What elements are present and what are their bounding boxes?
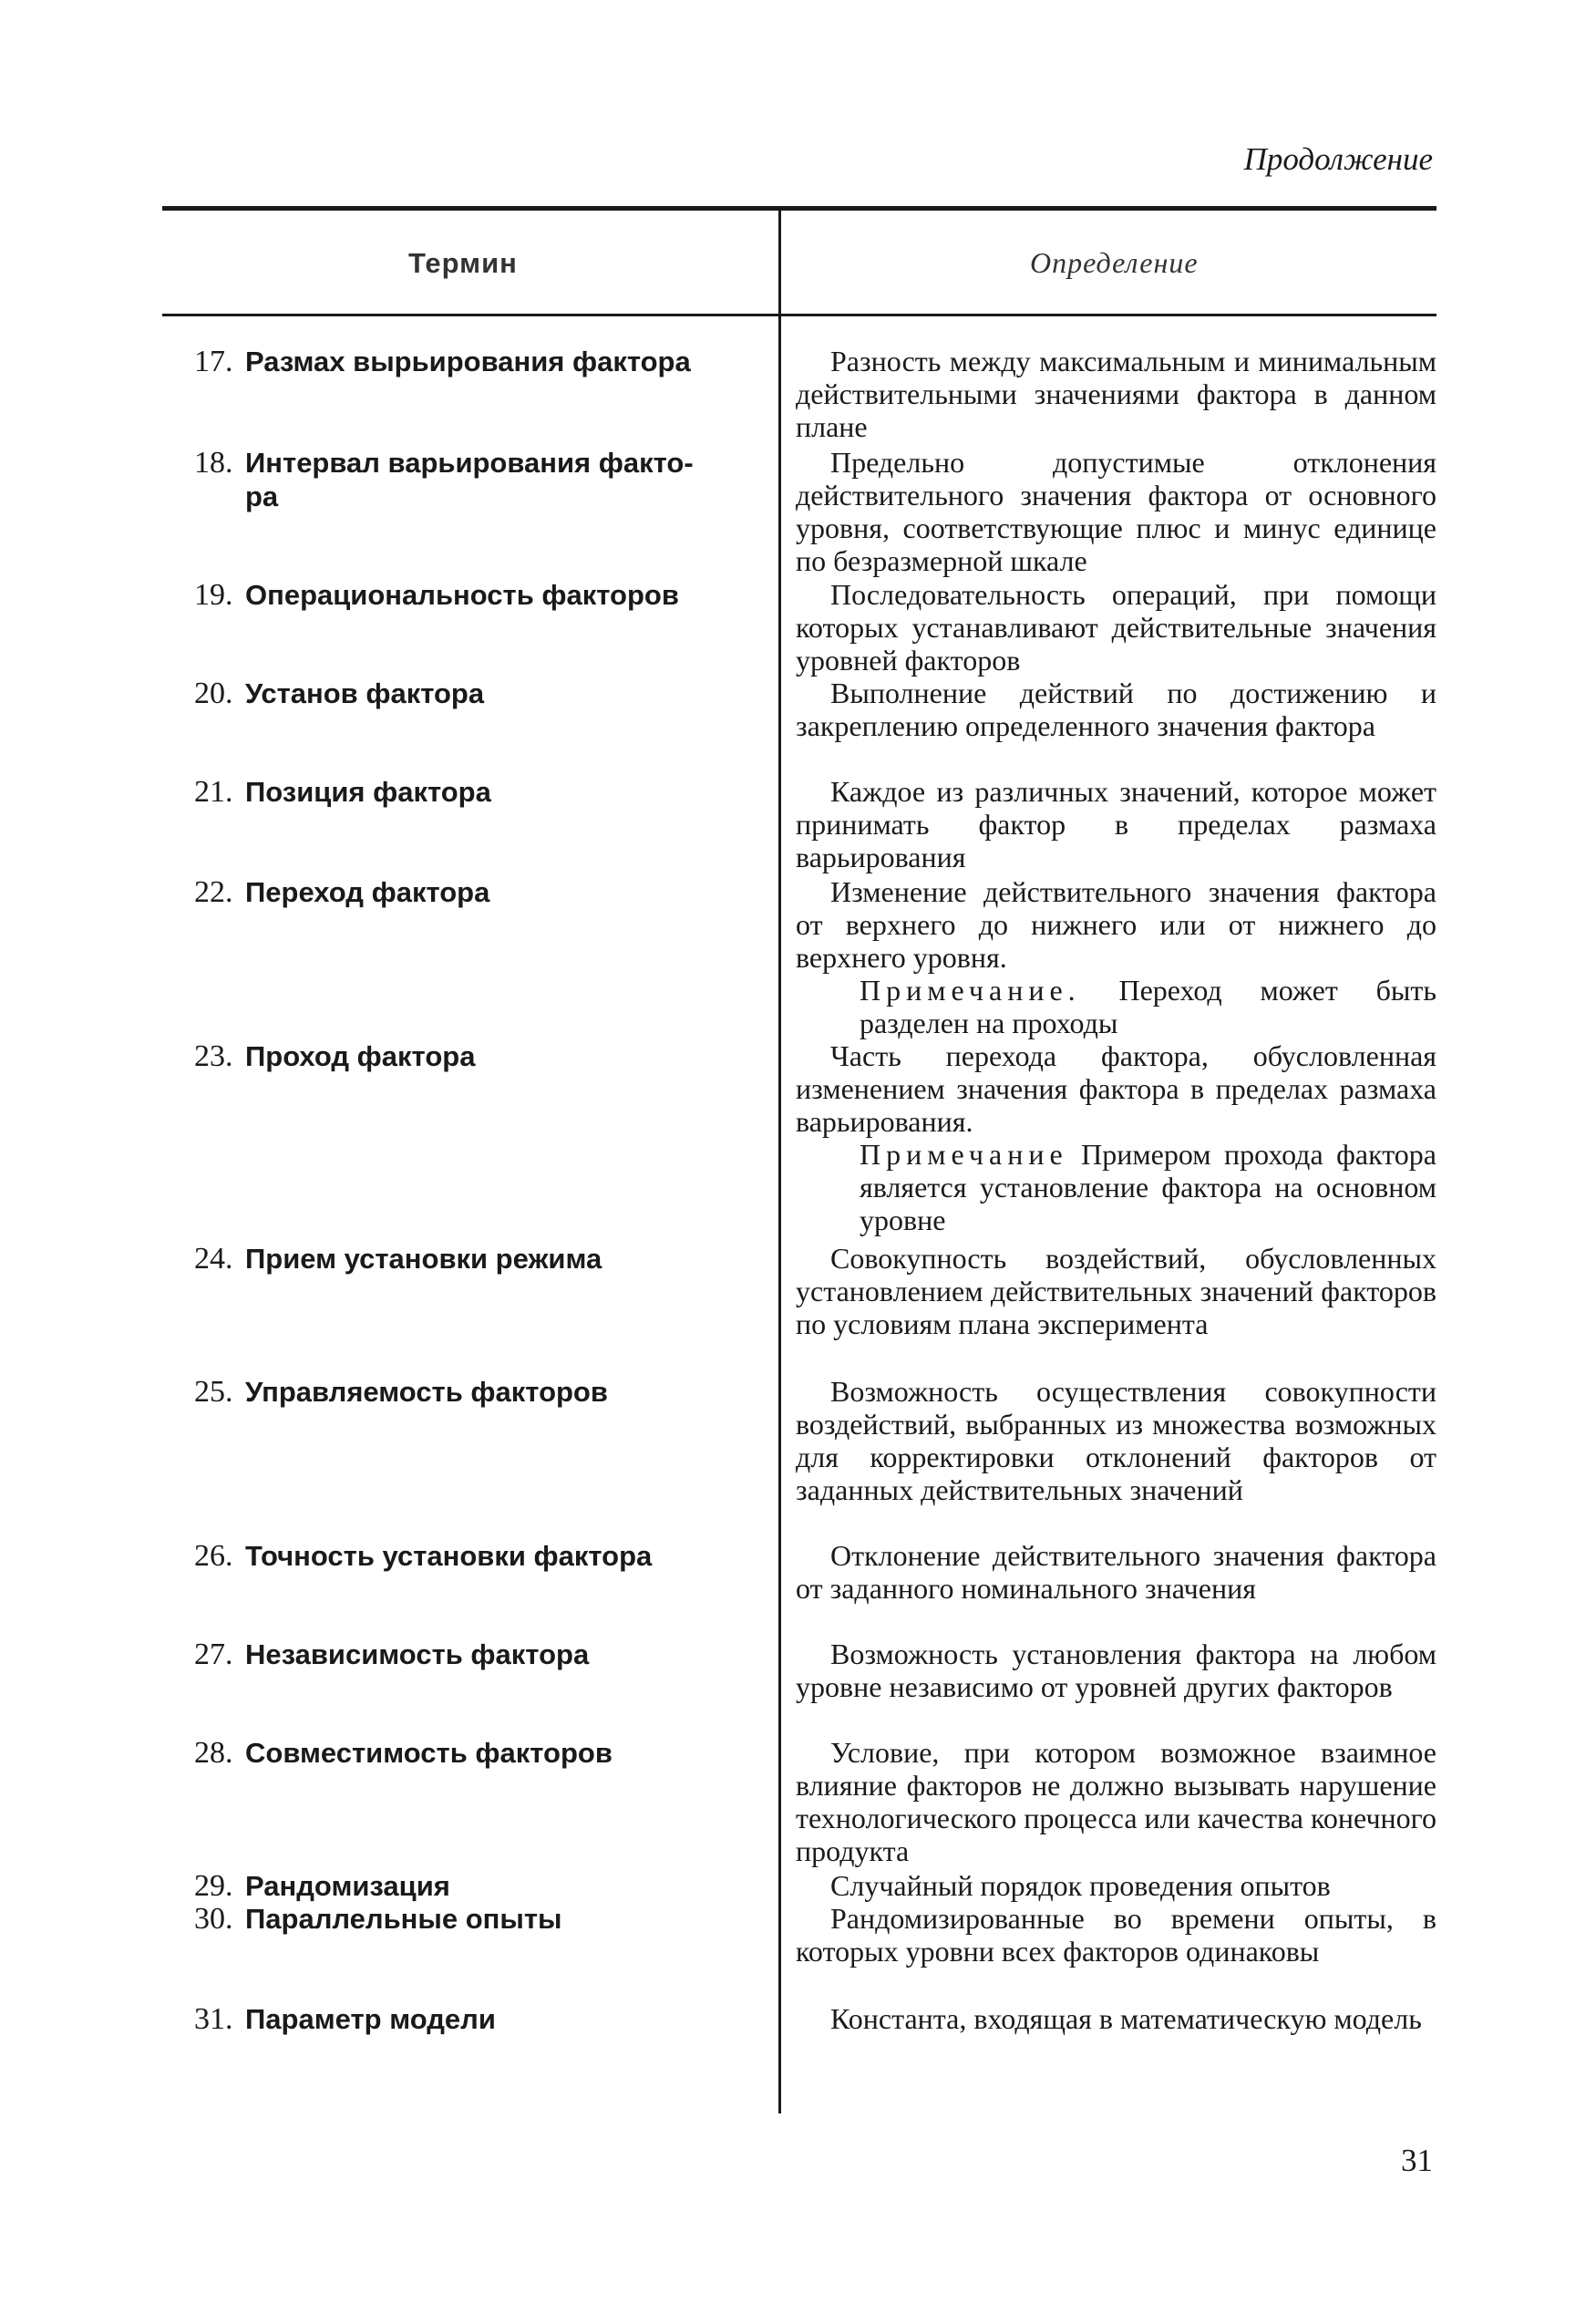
term-text-cont: ра xyxy=(245,480,279,512)
term-text: Позиция фактора xyxy=(245,776,491,808)
term-number: 21. xyxy=(194,775,233,809)
term-text: Рандомизация xyxy=(245,1870,450,1902)
term-number: 27. xyxy=(194,1638,233,1671)
definition-text: Случайный порядок проведения опытов xyxy=(830,1869,1331,1902)
term-19 xyxy=(194,578,759,612)
definition-text: Последовательность операций, при помощи которых устанавливают действительные значения уровней факторов xyxy=(796,578,1436,677)
definition-text: Рандомизированные во времени опыты, в которых уровни всех факторов одинаковы xyxy=(796,1902,1436,1968)
definition-text: Часть перехода фактора, обусловленная изменением значения фактора в пределах размаха варьирования. xyxy=(796,1039,1436,1138)
note xyxy=(796,1138,1436,1236)
continuation-label: Продолжение xyxy=(1243,141,1433,177)
note-text: Переход может быть разделен на проходы xyxy=(860,974,1436,1039)
definition-29 xyxy=(796,1869,1436,1902)
term-text: Установ фактора xyxy=(245,677,485,709)
term-number: 25. xyxy=(194,1375,233,1409)
definition-21 xyxy=(796,775,1436,873)
term-number: 29. xyxy=(194,1869,233,1903)
term-text: Параллельные опыты xyxy=(245,1903,562,1935)
term-29 xyxy=(194,1869,759,1903)
term-24 xyxy=(194,1242,759,1276)
term-number: 30. xyxy=(194,1902,233,1936)
header-bottom-rule xyxy=(162,314,1436,316)
definition-26 xyxy=(796,1539,1436,1605)
term-number: 19. xyxy=(194,578,233,612)
term-20 xyxy=(194,677,759,710)
definition-25 xyxy=(796,1375,1436,1506)
note-label: Примечание xyxy=(860,1138,1068,1171)
definition-text: Выполнение действий по достижению и закреплению определенного значения фактора xyxy=(796,677,1436,742)
definition-24 xyxy=(796,1242,1436,1340)
definition-31 xyxy=(796,2002,1436,2035)
definition-text: Каждое из различных значений, которое может принимать фактор в пределах размаха варьирования xyxy=(796,775,1436,873)
term-text: Проход фактора xyxy=(245,1040,476,1072)
term-18 xyxy=(194,446,759,513)
term-number: 26. xyxy=(194,1539,233,1573)
column-header-term: Термин xyxy=(408,247,518,279)
definition-text: Изменение действительного значения фактора от верхнего до нижнего или от нижнего до верхнего уровня. xyxy=(796,875,1436,974)
term-26 xyxy=(194,1539,759,1573)
definition-text: Условие, при котором возможное взаимное влияние факторов не должно вызывать нарушение технологического процесса или качества конечного продукта xyxy=(796,1736,1436,1867)
term-number: 28. xyxy=(194,1736,233,1770)
definition-17 xyxy=(796,345,1436,443)
term-text: Независимость фактора xyxy=(245,1638,590,1670)
definition-19 xyxy=(796,578,1436,677)
term-23 xyxy=(194,1039,759,1073)
term-17 xyxy=(194,345,759,378)
definition-28 xyxy=(796,1736,1436,1867)
term-30 xyxy=(194,1902,759,1936)
term-28 xyxy=(194,1736,759,1770)
term-27 xyxy=(194,1638,759,1671)
term-21 xyxy=(194,775,759,809)
note-text: Примером прохода фактора является установление фактора на основном уровне xyxy=(860,1138,1436,1236)
table-top-rule xyxy=(162,206,1436,211)
definition-text: Возможность осуществления совокупности воздействий, выбранных из множества возможных для корректировки отклонений факторов от заданных действительных значений xyxy=(796,1375,1436,1506)
term-number: 23. xyxy=(194,1039,233,1073)
definition-text: Константа, входящая в математическую модель xyxy=(830,2002,1422,2035)
column-divider xyxy=(778,208,781,2113)
term-number: 17. xyxy=(194,345,233,378)
definition-text: Предельно допустимые отклонения действительного значения фактора от основного уровня, соответствующие плюс и минус единице по безразмерной шкале xyxy=(796,446,1436,577)
note-label: Примечание. xyxy=(860,974,1081,1007)
definition-text: Разность между максимальным и минимальным действительными значениями фактора в данном плане xyxy=(796,345,1436,443)
term-number: 22. xyxy=(194,875,233,909)
definition-23 xyxy=(796,1039,1436,1236)
definition-22 xyxy=(796,875,1436,1039)
column-header-definition: Определение xyxy=(1030,246,1199,279)
term-number: 18. xyxy=(194,446,233,480)
definition-text: Отклонение действительного значения фактора от заданного номинального значения xyxy=(796,1539,1436,1605)
term-text: Переход фактора xyxy=(245,876,490,908)
definition-18 xyxy=(796,446,1436,577)
term-text: Прием установки режима xyxy=(245,1243,602,1275)
definition-20 xyxy=(796,677,1436,742)
definition-30 xyxy=(796,1902,1436,1968)
term-text: Размах вырьирования фактора xyxy=(245,346,691,377)
definition-text: Совокупность воздействий, обусловленных установлением действительных значений факторов по условиям плана эксперимента xyxy=(796,1242,1436,1340)
page-number: 31 xyxy=(1401,2143,1433,2178)
term-text: Операциональность факторов xyxy=(245,579,679,611)
term-25 xyxy=(194,1375,759,1409)
term-number: 24. xyxy=(194,1242,233,1276)
term-text: Интервал варьирования факто- xyxy=(245,447,694,479)
term-number: 20. xyxy=(194,677,233,710)
term-31 xyxy=(194,2002,759,2036)
term-text: Точность установки фактора xyxy=(245,1540,653,1572)
term-22 xyxy=(194,875,759,909)
term-text: Параметр модели xyxy=(245,2003,496,2035)
term-text: Совместимость факторов xyxy=(245,1737,613,1769)
definition-text: Возможность установления фактора на любом уровне независимо от уровней других факторов xyxy=(796,1638,1436,1703)
term-text: Управляемость факторов xyxy=(245,1376,608,1408)
definition-27 xyxy=(796,1638,1436,1703)
term-number: 31. xyxy=(194,2002,233,2036)
note xyxy=(796,974,1436,1039)
